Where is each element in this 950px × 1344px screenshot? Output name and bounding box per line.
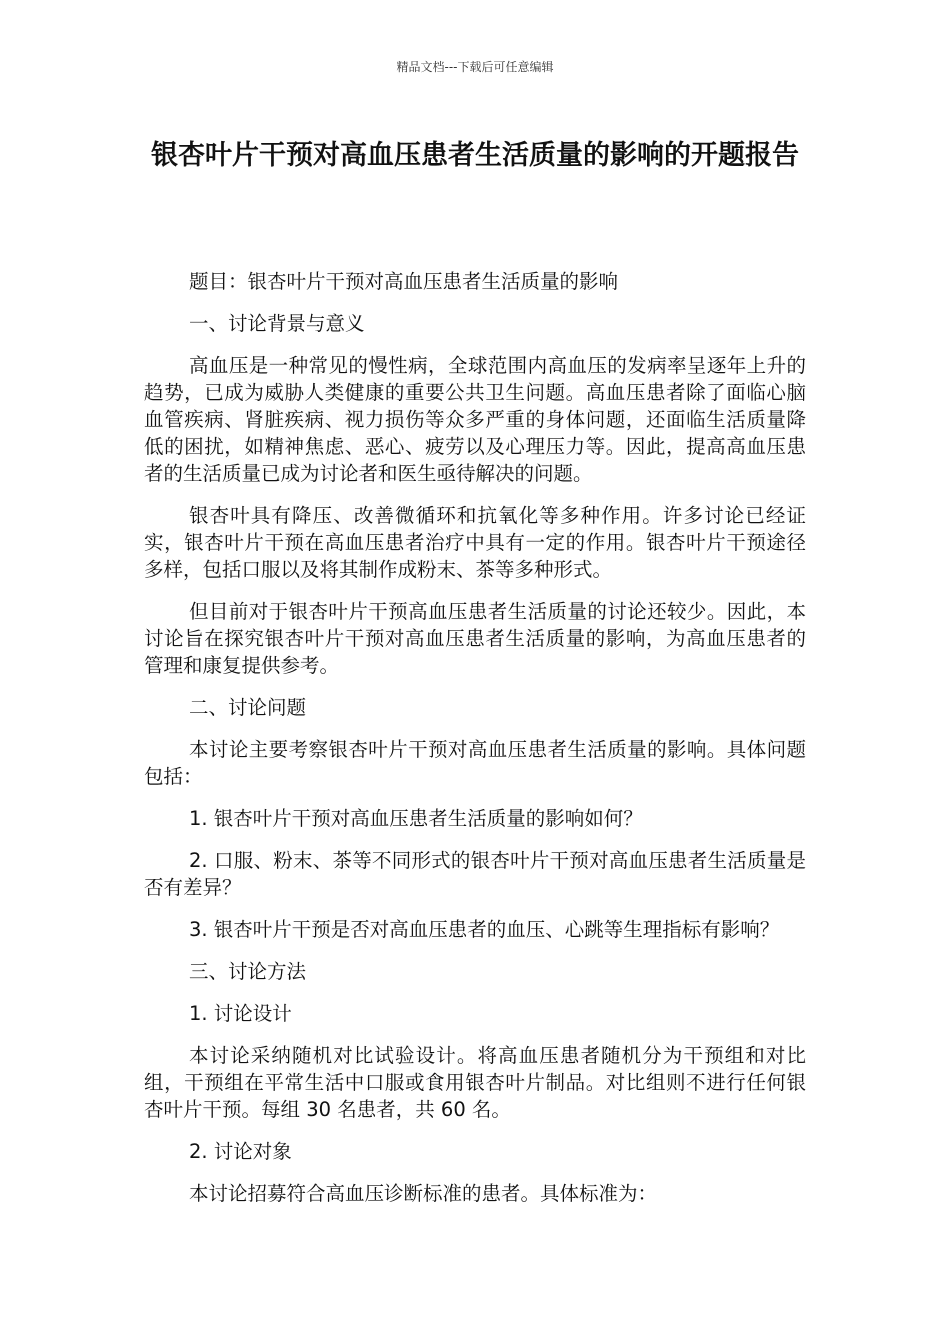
background-paragraph-2: 银杏叶具有降压、改善微循环和抗氧化等多种作用。许多讨论已经证实，银杏叶片干预在高血压患者治疗中具有一定的作用。银杏叶片干预途径多样，包括口服以及将其制作成粉末、茶等多种形式。 xyxy=(144,504,806,581)
subheading-design: 1. 讨论设计 xyxy=(189,1002,292,1025)
section-heading-questions: 二、讨论问题 xyxy=(189,696,307,719)
section-heading-background: 一、讨论背景与意义 xyxy=(189,312,365,335)
questions-intro: 本讨论主要考察银杏叶片干预对高血压患者生活质量的影响。具体问题包括： xyxy=(144,738,806,788)
background-paragraph-3: 但目前对于银杏叶片干预高血压患者生活质量的讨论还较少。因此，本讨论旨在探究银杏叶片干预对高血压患者生活质量的影响，为高血压患者的管理和康复提供参考。 xyxy=(144,600,806,677)
section-heading-methods: 三、讨论方法 xyxy=(189,960,307,983)
subheading-subjects: 2. 讨论对象 xyxy=(189,1140,292,1163)
design-paragraph: 本讨论采纳随机对比试验设计。将高血压患者随机分为干预组和对比组，干预组在平常生活中口服或食用银杏叶片制品。对比组则不进行任何银杏叶片干预。每组 30 名患者，共 60 名。 xyxy=(144,1044,806,1121)
question-item-2: 2. 口服、粉末、茶等不同形式的银杏叶片干预对高血压患者生活质量是否有差异？ xyxy=(144,849,806,899)
header-note: 精品文档---下载后可任意编辑 xyxy=(396,60,554,74)
subjects-paragraph: 本讨论招募符合高血压诊断标准的患者。具体标准为： xyxy=(189,1182,658,1205)
question-item-3: 3. 银杏叶片干预是否对高血压患者的血压、心跳等生理指标有影响？ xyxy=(189,918,780,941)
background-paragraph-1: 高血压是一种常见的慢性病，全球范围内高血压的发病率呈逐年上升的趋势，已成为威胁人类健康的重要公共卫生问题。高血压患者除了面临心脑血管疾病、肾脏疾病、视力损伤等众多严重的身体问题，还面临生活质量降低的困扰，如精神焦虑、恶心、疲劳以及心理压力等。因此，提高高血压患者的生活质量已成为讨论者和医生亟待解决的问题。 xyxy=(144,354,806,485)
document-body xyxy=(144,268,806,1222)
question-item-1: 1. 银杏叶片干预对高血压患者生活质量的影响如何？ xyxy=(189,807,643,830)
document-title: 银杏叶片干预对高血压患者生活质量的影响的开题报告 xyxy=(151,140,799,171)
topic-line: 题目：银杏叶片干预对高血压患者生活质量的影响 xyxy=(189,270,619,293)
